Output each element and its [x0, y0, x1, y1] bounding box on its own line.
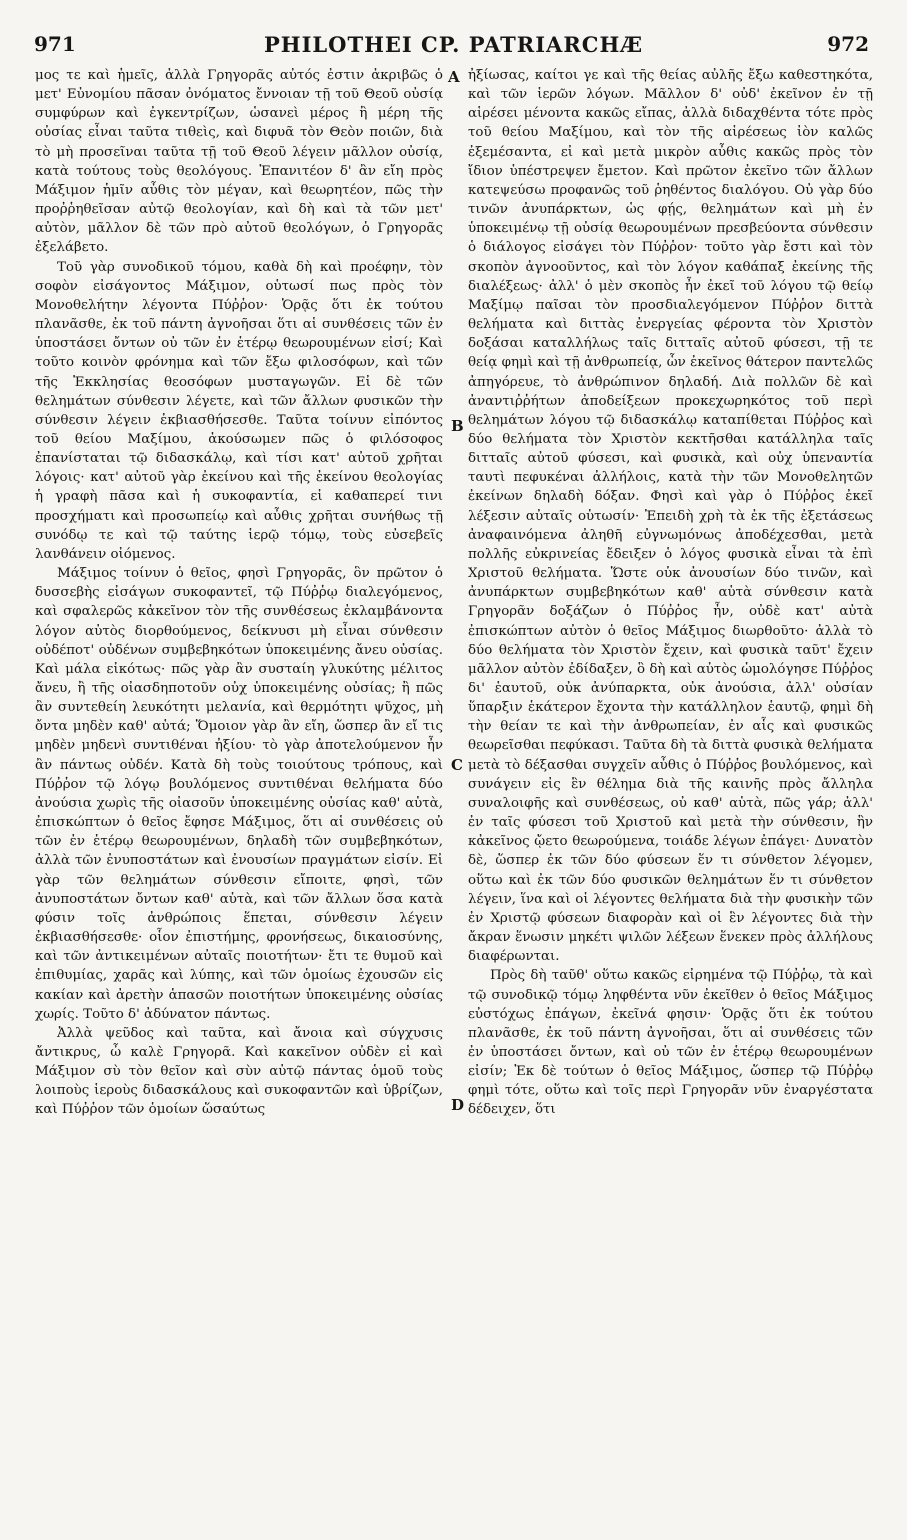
paragraph: μος τε καὶ ἡμεῖς, ἀλλὰ Γρηγορᾶς αὐτός ἐστιν ἀκριβῶς ὁ μετ' Εὐνομίου πᾶσαν ὀνόματος ἔννοιαν τῇ τοῦ Θεοῦ οὐσίᾳ συμφύρων καὶ ἐγκεντρίζων, ὡσανεὶ μέρος ἢ μέρη τῆς οὐσίας εἶναι ταῦτα τιθεὶς, καὶ διφυᾶ τὸν Θεὸν ποιῶν, διὰ τὸ μὴ προσεῖναι ταῦτα τῇ τοῦ Θεοῦ λέγειν μᾶλλον οὐσίᾳ, κατὰ τούτους τοὺς θεολόγους. Ἐπανιτέον δ' ἂν εἴη πρὸς Μάξιμον ἡμῖν αὖθις τὸν μέγαν, καὶ θεωρητέον, πῶς τὴν προῤῥηθεῖσαν αὐτῷ θεολογίαν, καὶ δὴ καὶ τὰ τῶν μετ' αὐτὸν, μᾶλλον δὲ τῶν πρὸ αὐτοῦ θεολόγων, ὁ Γρηγορᾶς ἐξελάβετο. — [35, 68, 443, 256]
margin-marker-d: D — [451, 1096, 465, 1114]
right-column — [468, 66, 873, 1526]
paragraph: Ἀλλὰ ψεῦδος καὶ ταῦτα, καὶ ἄνοια καὶ σύγχυσις ἄντικρυς, ὦ καλὲ Γρηγορᾶ. Καὶ κακεῖνον οὐδὲν εἰ καὶ Μάξιμον σὺ τὸν θεῖον καὶ σὺν αὐτῷ πάντας ὁμοῦ τοὺς λοιποὺς ἱεροὺς διδασκάλους καὶ συκοφαντῶν καὶ ὑβρίζων, καὶ Πύῤῥον τῶν ὁμοίων ὥσαύτως — [35, 1025, 443, 1118]
margin-marker-b: B — [451, 417, 464, 435]
margin-marker-c: C — [451, 756, 463, 774]
paragraph: Πρὸς δὴ ταῦθ' οὕτω κακῶς εἰρημένα τῷ Πύῤῥῳ, τὰ καὶ τῷ συνοδικῷ τόμῳ ληφθέντα νῦν ἐκεῖθεν ὁ θεῖος Μάξιμος εὐστόχως ἐπάγων, ἐκεῖνά φησιν· Ὁρᾷς ὅτι ἐκ τούτου πλανᾶσθε, ἐκ τοῦ πάντη ἀγνοῆσαι, ὅτι αἱ συνθέσεις τῶν ἐν ὑποστάσει ὄντων, καὶ οὐ τῶν ἐν ἑτέρῳ θεωρουμένων εἰσίν; Ἐκ δὲ τούτων ὁ θεῖος Μάξιμος, ὥσπερ τῷ Πύῤῥῳ φημὶ τότε, οὕτω καὶ τοῖς περὶ Γρηγορᾶν νῦν ἐναργέστατα δέδειχεν, ὅτι — [468, 968, 873, 1118]
paragraph: Μάξιμος τοίνυν ὁ θεῖος, φησὶ Γρηγορᾶς, ὃν πρῶτον ὁ δυσσεβὴς εἰσάγων συκοφαντεῖ, τῷ Πύῤῥῳ διαλεγόμενος, καὶ σφαλερῶς κἀκεῖνον τὸν τῆς συνθέσεως ἐκλαμβάνοντα λόγον αὐτὸς διορθούμενος, δείκνυσι μὴ εἶναι σύνθεσιν οὐδέποτ' οὐδένων συμβεβηκότων ὑποκειμένης ἄνευ οὐσίας. Καὶ μάλα εἰκότως· πῶς γὰρ ἂν συσταίη γλυκύτης μέλιτος ἄνευ, ἢ τῆς οἰασδηποτοῦν οὐχ ὑποκειμένης οὐσίας; ἢ πῶς ἂν συντεθείη λευκότητι μελανία, καὶ θερμότητι ψῦχος, μὴ ὄντα μηδὲν καθ' αὑτά; Ὅμοιον γὰρ ἂν εἴη, ὥσπερ ἂν εἴ τις μηδὲν μηδενὶ συντιθέναι ἠξίου· τὸ γὰρ ἀποτελούμενον ἦν ἂν πάντως οὐδέν. Κατὰ δὴ τοὺς τοιούτους τρόπους, καὶ Πύῤῥον τῷ λόγῳ βουλόμενος συντιθέναι θελήματα δύο ἀνούσια χωρὶς τῆς οἰασοῦν ὑποκειμένης οὐσίας καθ' αὑτὰ, ἐπισκώπτων ὁ θεῖος ἔφησε Μάξιμος, ὅτι αἱ συνθέσεις οὐ τῶν ἐν ἑτέρῳ θεωρουμένων, δηλαδὴ τῶν συμβεβηκότων, ἀλλὰ τῶν ἐνυποστάτων καὶ ἐνουσίων πραγμάτων εἰσίν. Εἰ γὰρ τῶν θελημάτων σύνθεσιν εἴποιτε, φησὶ, τῶν ἀνυποστάτων ὄντων καθ' αὑτὰ, καὶ τῶν ἄλλων ὅσα κατὰ φύσιν τοῖς ἀνθρώποις ἕπεται, σύνθεσιν λέγειν ἐκβιασθήσεσθε· οἷον ἐπιστήμης, φρονήσεως, δικαιοσύνης, καὶ τῶν ἀντικειμένων αὐταῖς ποιοτήτων· ἔτι τε θυμοῦ καὶ ἐπιθυμίας, χαρᾶς καὶ λύπης, καὶ τῶν ὁμοίως ἐχουσῶν εἰς κακίαν καὶ ἀρετὴν ἁπασῶν ποιοτήτων ὑποκειμένης οὐσίας χωρίς. Τοῦτο δ' ἀδύνατον πάντως. — [35, 566, 443, 1022]
page-header — [0, 28, 907, 68]
margin-marker-a: A — [448, 68, 460, 86]
left-column — [35, 66, 443, 1526]
page-number-left: 971 — [34, 32, 76, 56]
paragraph: ἠξίωσας, καίτοι γε καὶ τῆς θείας αὐλῆς ἔξω καθεστηκότα, καὶ τῶν ἱερῶν λόγων. Μᾶλλον δ' οὐδ' ἐκεῖνον ἐν τῇ αἱρέσει μένοντα κακῶς εἴπας, ἀλλὰ διδαχθέντα τότε πρὸς τοῦ θείου Μαξίμου, καὶ τὸν τῆς αἱρέσεως ἰὸν καλῶς ἐξεμέσαντα, εἰ καὶ μετὰ μικρὸν αὖθις κακῶς πρὸς τὸν ἴδιον ὑπέστρεψεν ἔμετον. Καὶ πρῶτον ἐκεῖνο τῶν ἄλλων κατεψεύσω προφανῶς τοῦ ῥηθέντος διαλόγου. Οὐ γὰρ δύο τινῶν ἀνυπάρκτων, ὡς φῄς, θελημάτων καὶ μὴ ἐν ὑποκειμένῳ τῇ οὐσίᾳ θεωρουμένων πρεσβεύοντα σύνθεσιν ὁ διάλογος εἰσάγει τὸν Πύῤῥον· τοῦτο γὰρ ἔστι καὶ τὸν σκοπὸν ἀγνοοῦντος, καὶ τὸν λόγον καθάπαξ ἐκείνης τῆς διαλέξεως· ἀλλ' ὁ μὲν σκοπὸς ἦν ἐκεῖ τοῦ λόγου τῷ θείῳ Μαξίμῳ παῖσαι τὸν προσδιαλεγόμενον Πύῤῥον διττὰ θελήματα καὶ διττὰς ἐνεργείας φέροντα τὸν Χριστὸν δοξάσαι καταλλήλως ταῖς διτταῖς αὐτοῦ φύσεσι, τῇ τε θείᾳ φημὶ καὶ τῇ ἀνθρωπείᾳ, ὧν ἐκεῖνος θάτερον παντελῶς ἀπηγόρευε, τὸ ἀνθρώπινον δηλαδή. Διὰ πολλῶν δὲ καὶ ἀναντιῤῥήτων ἀποδείξεων προκεχωρηκότος τοῦ περὶ θελημάτων λόγου τῷ διδασκάλῳ καταπίθεται Πύῤῥος καὶ δύο θελήματα τὸν Χριστὸν κεκτῆσθαι κατάλληλα ταῖς διτταῖς αὐτοῦ φύσεσι, καὶ φυσικὰ, καὶ οὐχ ὑπεναντία ταυτὶ πεφυκέναι ἀλλήλοις, κατὰ τὴν τῶν Μονοθελητῶν ἐκείνων δηλαδὴ δόξαν. Φησὶ καὶ γὰρ ὁ Πύῤῥος ἐκεῖ λέξεσιν αὐταῖς οὑτωσίν· Ἐπειδὴ χρὴ τὰ ἐκ τῆς ἐξετάσεως ἀναφαινόμενα ἀληθῆ εὐγνωμόνως ἀποδέχεσθαι, μετὰ πολλῆς εὐκρινείας ἔδειξεν ὁ λόγος φυσικὰ εἶναι τὰ ἐπὶ Χριστοῦ θελήματα. Ὥστε οὐκ ἀνουσίων δύο τινῶν, καὶ ἀνυπάρκτων συμβεβηκότων καθ' αὑτὰ σύνθεσιν κατὰ Γρηγορᾶν δοξάζων ὁ Πύῤῥος ἦν, οὐδὲ κατ' αὐτὰ ἐπισκώπτων αὐτὸν ὁ θεῖος Μάξιμος διωρθοῦτο· ἀλλὰ τὸ δύο θελήματα τὸν Χριστὸν ἔχειν, καὶ φυσικὰ ταῦτ' ἔχειν μᾶλλον αὐτὸν ἐδίδαξεν, ὃ δὴ καὶ αὐτὸς ὡμολόγησε Πύῤῥος δι' ἑαυτοῦ, οὐκ ἀνύπαρκτα, οὐκ ἀνούσια, ἀλλ' οὐσίαν ὕπαρξιν ἑκάτερον ἔχοντα τὴν κατάλληλον ἑαυτῷ, φημὶ δὴ τὴν θείαν τε καὶ τὴν ἀνθρωπείαν, ἐν αἷς καὶ φυσικῶς θεωρεῖσθαι πεφύκασι. Ταῦτα δὴ τὰ διττὰ φυσικὰ θελήματα μετὰ τὸ δέξασθαι συγχεῖν αὖθις ὁ Πύῤῥος βουλόμενος, καὶ συνάγειν εἰς ἓν θέλημα διὰ τῆς καινῆς πρὸς ἄλληλα συναλοιφῆς καὶ συνθέσεως, οὐ καθ' αὑτὰ, πῶς γάρ; ἀλλ' ἐν ταῖς φύσεσι τοῦ Χριστοῦ καὶ μετὰ τὴν σύνθεσιν, ἣν κἀκεῖνος ᾤετο θεωρούμενα, τοιάδε λέγων ἐπάγει· Δυνατὸν δὲ, ὥσπερ ἐκ τῶν δύο φύσεων ἕν τι σύνθετον λέγομεν, οὕτω καὶ ἐκ τῶν δύο φυσικῶν θελημάτων ἕν τι σύνθετον λέγειν, ἵνα καὶ οἱ λέγοντες θελήματα διὰ τὴν φυσικὴν τῶν ἐν Χριστῷ φύσεων διαφορὰν καὶ οἱ ἓν λέγοντες διὰ τὴν ἄκραν ἕνωσιν μηκέτι ψιλῶν λέξεων ἕνεκεν πρὸς ἀλλήλους διαφέρωνται. — [468, 68, 873, 965]
paragraph: Τοῦ γὰρ συνοδικοῦ τόμου, καθὰ δὴ καὶ προέφην, τὸν σοφὸν εἰσάγοντος Μάξιμον, οὑτωσί πως πρὸς τὸν Μονοθελήτην λέγοντα Πύῤῥον· Ὁρᾷς ὅτι ἐκ τούτου πλανᾶσθε, ἐκ τοῦ πάντη ἀγνοῆσαι ὅτι αἱ συνθέσεις τῶν ἐν ὑποστάσει ὄντων οὐ τῶν ἐν ἑτέρῳ θεωρουμένων εἰσί; Καὶ τοῦτο κοινὸν φρόνημα καὶ τῶν ἔξω φιλοσόφων, καὶ τῶν τῆς Ἐκκλησίας θεοσόφων μυσταγωγῶν. Εἰ δὲ τῶν θελημάτων σύνθεσιν λέγετε, καὶ τῶν ἄλλων φυσικῶν τὴν σύνθεσιν λέγειν ἐκβιασθήσεσθε. Ταῦτα τοίνυν εἰπόντος τοῦ θείου Μαξίμου, ἀκούσωμεν πῶς ὁ φιλόσοφος ἐπανίσταται τῷ διδασκάλῳ, καὶ τίσι κατ' αὐτοῦ χρῆται λόγοις· κατ' αὐτοῦ γὰρ ἐκείνου καὶ τῆς ἐκείνου θεολογίας ἡ γραφὴ πᾶσα καὶ ἡ συκοφαντία, εἰ καθαπερεί τινι προσχήματι καὶ προσωπείῳ καὶ αὖθις χρῆται συνήθως τῇ συνόδῳ τε καὶ τῷ ταύτης ἱερῷ τόμῳ, τοὺς εὐσεβεῖς λανθάνειν οἰόμενος. — [35, 259, 443, 562]
page-number-right: 972 — [827, 32, 869, 56]
running-title: PHILOTHEI CP. PATRIARCHÆ — [263, 32, 644, 57]
